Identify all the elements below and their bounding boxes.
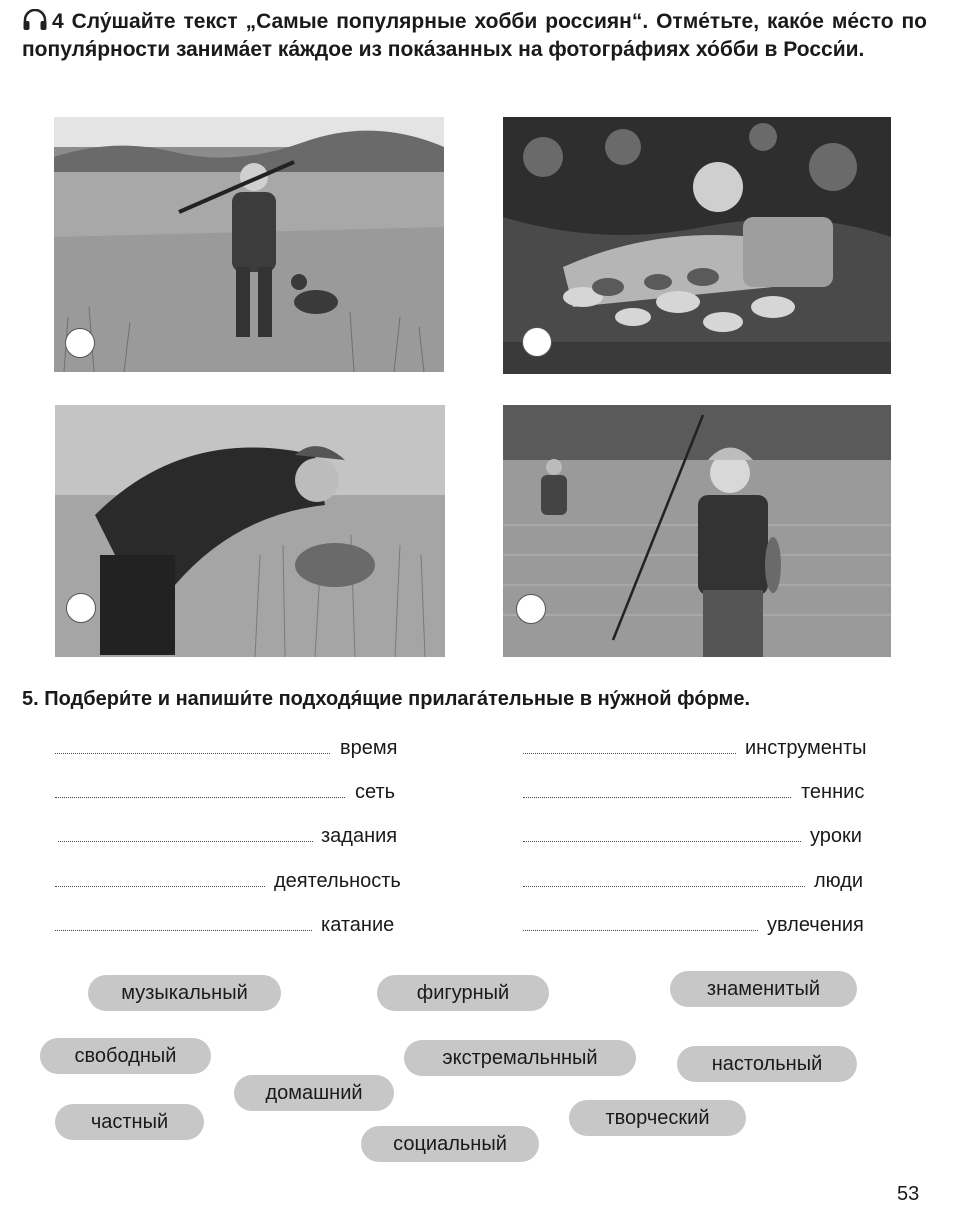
answer-circle-herb-gathering[interactable] bbox=[66, 593, 96, 623]
photo-herb-gathering bbox=[55, 405, 445, 657]
word-chip[interactable]: частный bbox=[55, 1104, 204, 1140]
noun-label: люди bbox=[814, 870, 864, 892]
page-number: 53 bbox=[897, 1183, 920, 1205]
answer-line[interactable] bbox=[523, 930, 758, 931]
answer-line[interactable] bbox=[58, 841, 313, 842]
task-5-title: 5. Подбери́те и напиши́те подходя́щие прилага́тельные в ну́жной фо́рме. bbox=[22, 688, 751, 710]
headphones-icon bbox=[22, 9, 48, 31]
answer-line[interactable] bbox=[523, 753, 736, 754]
answer-circle-fishing[interactable] bbox=[516, 594, 546, 624]
task-4-title bbox=[22, 8, 927, 64]
noun-label: время bbox=[340, 737, 398, 759]
word-chip[interactable]: настольный bbox=[677, 1046, 857, 1082]
word-chip[interactable]: домашний bbox=[234, 1075, 394, 1111]
noun-label: теннис bbox=[801, 781, 865, 803]
word-chip[interactable]: социальный bbox=[361, 1126, 539, 1162]
word-chip[interactable]: музыкальный bbox=[88, 975, 281, 1011]
answer-line[interactable] bbox=[55, 753, 330, 754]
answer-line[interactable] bbox=[55, 797, 345, 798]
word-chip[interactable]: экстремальнный bbox=[404, 1040, 636, 1076]
word-chip[interactable]: свободный bbox=[40, 1038, 211, 1074]
word-chip[interactable]: фигурный bbox=[377, 975, 549, 1011]
answer-circle-hunting[interactable] bbox=[65, 328, 95, 358]
answer-line[interactable] bbox=[55, 886, 265, 887]
photo-fishing bbox=[503, 405, 891, 657]
noun-label: задания bbox=[321, 825, 398, 847]
noun-label: инструменты bbox=[745, 737, 867, 759]
answer-line[interactable] bbox=[523, 886, 805, 887]
photo-hunting bbox=[54, 117, 444, 372]
answer-circle-mushroom-picking[interactable] bbox=[522, 327, 552, 357]
answer-line[interactable] bbox=[523, 797, 791, 798]
answer-line[interactable] bbox=[55, 930, 312, 931]
word-chip[interactable]: знаменитый bbox=[670, 971, 857, 1007]
noun-label: катание bbox=[321, 914, 395, 936]
noun-label: сеть bbox=[355, 781, 396, 803]
noun-label: уроки bbox=[810, 825, 862, 847]
word-chip[interactable]: творческий bbox=[569, 1100, 746, 1136]
noun-label: увлечения bbox=[767, 914, 864, 936]
answer-line[interactable] bbox=[523, 841, 801, 842]
noun-label: деятельность bbox=[274, 870, 401, 892]
photo-mushroom-picking bbox=[503, 117, 891, 374]
task-4-text: 4 Слу́шайте текст „Самые популярные хобби россиян“. Отме́тьте, како́е ме́сто по популя́рности занима́ет ка́ждое из пока́занных на фотогра́фиях хо́бби в Росси́и. bbox=[22, 10, 927, 61]
